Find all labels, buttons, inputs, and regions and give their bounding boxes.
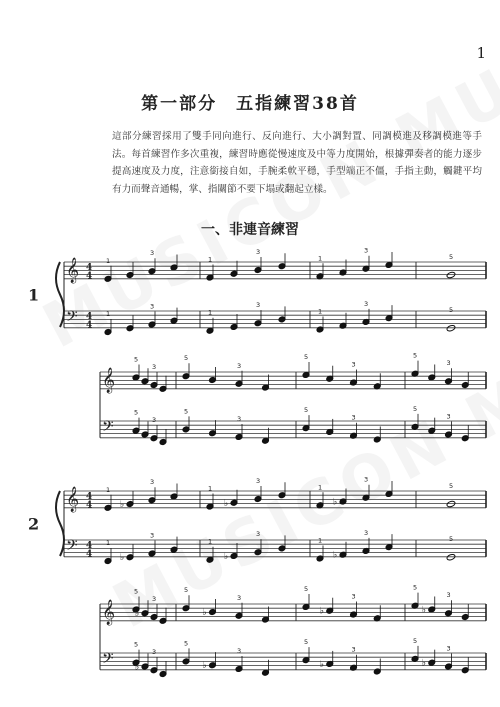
time-signature-top: 4 (86, 312, 93, 322)
page-number: 1 (476, 44, 486, 62)
bass-clef: 𝄢 (102, 418, 114, 439)
fingering-number: 3 (237, 593, 242, 602)
note-head (446, 500, 456, 508)
bass-clef: 𝄢 (66, 308, 78, 329)
fingering-number: 1 (106, 256, 111, 265)
exercise-number: 2 (28, 514, 40, 534)
fingering-number: 5 (449, 306, 454, 315)
fingering-number: 3 (364, 475, 369, 484)
bass-clef: 𝄢 (102, 650, 114, 671)
fingering-number: 5 (304, 638, 309, 647)
brace (56, 491, 64, 556)
fingering-number: 5 (413, 404, 418, 413)
fingering-number: 3 (351, 413, 356, 422)
fingering-number: 1 (208, 537, 213, 546)
time-signature-top: 4 (86, 263, 93, 273)
flat-accidental: ♭ (135, 662, 140, 673)
fingering-number: 5 (413, 583, 418, 592)
section-subtitle: 一、非連音練習 (201, 222, 299, 238)
treble-clef: 𝄞 (102, 368, 116, 393)
fingering-number: 3 (150, 302, 155, 311)
fingering-number: 5 (413, 636, 418, 645)
fingering-number: 1 (106, 539, 111, 547)
fingering-number: 1 (318, 254, 323, 263)
time-signature-bottom: 4 (86, 320, 93, 331)
fingering-number: 5 (304, 352, 309, 361)
fingering-number: 5 (134, 640, 139, 649)
flat-accidental: ♭ (319, 606, 324, 617)
fingering-number: 3 (256, 247, 261, 256)
flat-accidental: ♭ (120, 553, 125, 564)
time-signature-bottom: 4 (86, 500, 93, 511)
fingering-number: 3 (237, 646, 242, 655)
fingering-number: 3 (152, 363, 157, 372)
fingering-number: 5 (304, 406, 309, 415)
fingering-number: 1 (318, 536, 323, 545)
flat-accidental: ♭ (202, 607, 207, 618)
flat-accidental: ♭ (135, 609, 140, 620)
fingering-number: 1 (208, 255, 213, 264)
flat-accidental: ♭ (319, 659, 324, 670)
time-signature-top: 4 (86, 541, 93, 551)
flat-accidental: ♭ (202, 661, 207, 672)
fingering-number: 5 (134, 355, 139, 364)
exercise-number: 1 (28, 285, 40, 305)
fingering-number: 3 (237, 361, 242, 370)
flat-accidental: ♭ (120, 500, 125, 511)
fingering-number: 5 (304, 584, 309, 593)
flat-accidental: ♭ (333, 550, 338, 561)
note-head (446, 324, 456, 332)
flat-accidental: ♭ (224, 498, 229, 509)
page-title: 第一部分 五指練習38首 (141, 94, 359, 114)
flat-accidental: ♭ (421, 605, 426, 616)
fingering-number: 3 (150, 531, 155, 540)
treble-clef: 𝄞 (102, 600, 116, 625)
fingering-number: 5 (449, 482, 454, 491)
fingering-number: 3 (446, 644, 451, 653)
fingering-number: 5 (184, 407, 189, 416)
note-head (446, 271, 456, 279)
fingering-number: 5 (449, 253, 454, 262)
fingering-number: 3 (152, 648, 157, 657)
fingering-number: 1 (106, 310, 111, 318)
fingering-number: 3 (446, 591, 451, 600)
fingering-number: 3 (256, 530, 261, 539)
intro-paragraph: 這部分練習採用了雙手同向進行、反向進行、大小調對置、同調模進及移調模進等手法。每首練習作多次重複，練習時應從慢速度及中等力度開始，根據彈奏者的能力逐步提高速度及力度，注意銜接自如，手腕柔軟平穩，手型端正不僵，手指主動，觸鍵平均有力而聲音通暢，掌、指關節不要下塌或翻起立樣。 (112, 131, 482, 195)
fingering-number: 3 (150, 249, 155, 258)
flat-accidental: ♭ (421, 658, 426, 669)
fingering-number: 1 (208, 484, 213, 493)
fingering-number: 3 (256, 301, 261, 310)
time-signature-top: 4 (86, 492, 93, 502)
bass-clef: 𝄢 (66, 537, 78, 558)
fingering-number: 3 (446, 412, 451, 421)
note-head (446, 553, 456, 561)
fingering-number: 3 (152, 595, 157, 604)
time-signature-bottom: 4 (86, 271, 93, 282)
treble-clef: 𝄞 (66, 258, 80, 283)
fingering-number: 3 (152, 416, 157, 425)
fingering-number: 3 (351, 645, 356, 654)
fingering-number: 1 (318, 483, 323, 492)
flat-accidental: ♭ (224, 551, 229, 562)
fingering-number: 5 (449, 535, 454, 544)
time-signature-bottom: 4 (86, 549, 93, 560)
fingering-number: 3 (364, 299, 369, 308)
fingering-number: 5 (413, 351, 418, 360)
fingering-number: 3 (351, 360, 356, 369)
fingering-number: 5 (134, 408, 139, 417)
fingering-number: 3 (351, 592, 356, 601)
fingering-number: 3 (150, 478, 155, 487)
flat-accidental: ♭ (333, 497, 338, 508)
fingering-number: 3 (364, 528, 369, 537)
fingering-number: 5 (184, 354, 189, 363)
fingering-number: 1 (208, 308, 213, 317)
fingering-number: 3 (237, 414, 242, 423)
fingering-number: 1 (106, 485, 111, 494)
fingering-number: 5 (184, 586, 189, 595)
fingering-number: 1 (318, 307, 323, 316)
brace (56, 262, 64, 327)
treble-clef: 𝄞 (66, 487, 80, 512)
fingering-number: 5 (184, 639, 189, 648)
fingering-number: 3 (256, 476, 261, 485)
fingering-number: 5 (134, 587, 139, 596)
fingering-number: 3 (364, 246, 369, 255)
fingering-number: 3 (446, 359, 451, 368)
